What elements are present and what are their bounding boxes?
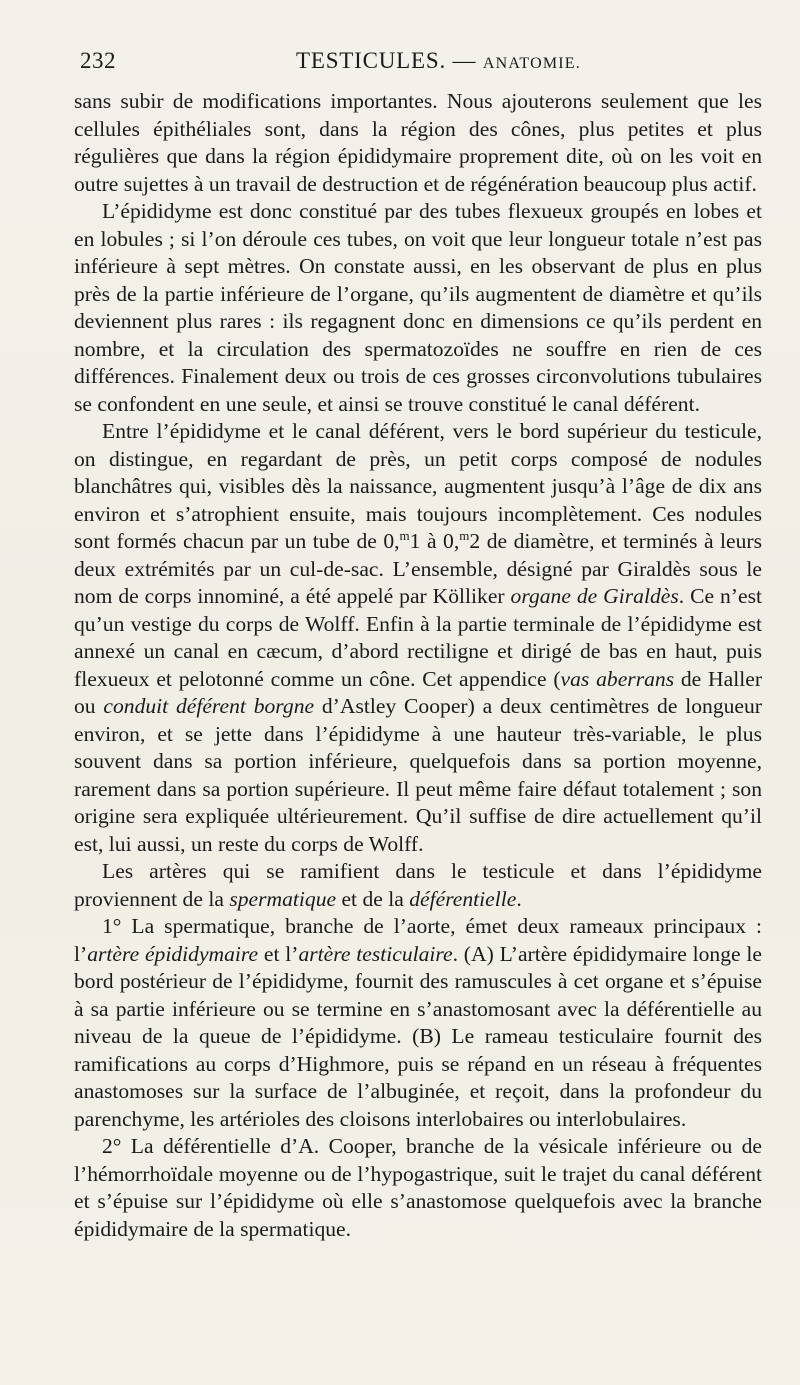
paragraph [74, 88, 762, 198]
page-header [74, 48, 764, 82]
text-run: . [516, 886, 522, 911]
italic-term: vas aberrans [560, 666, 675, 691]
running-title-dash: — [446, 48, 483, 73]
text-run: Les artères qui se ramifient dans le testicule et dans l’épididyme proviennent de la [74, 859, 762, 911]
superscript: m [459, 527, 470, 543]
italic-term: déférentielle [409, 886, 517, 911]
text-run: 1° La spermatique, branche de l’aorte, émet deux rameaux principaux : l’ [74, 914, 762, 966]
paragraph [74, 1133, 762, 1243]
superscript: m [399, 527, 410, 543]
text-run: . Ce n’est qu’un vestige du corps de Wolff. Enfin à la partie terminale de l’épididyme est annexé un canal en cæcum, d’abord rectiligne et dirigé de bas en haut, puis flexueux et pelotonné comme un cône. Cet appendice ( [74, 584, 762, 691]
paragraph [74, 858, 762, 913]
text-run: L’épididyme est donc constitué par des tubes flexueux groupés en lobes et en lobules ; si l’on déroule ces tubes, on voit que leur longueur totale n’est pas inférieure à sept mètres. On constate aussi, en les observant de plus en plus près de la partie inférieure de l’organe, qu’ils augmentent de diamètre et qu’ils deviennent plus rares : ils regagnent donc en dimensions ce qu’ils perdent en nombre, et la circulation des spermatozoïdes ne souffre en rien de ces différences. Finalement deux ou trois de ces grosses circonvolutions tubulaires se confondent en une seule, et ainsi se trouve constitué le canal déférent. [74, 199, 762, 416]
text-run: d’Astley Cooper) a deux centimètres de longueur environ, et se jette dans l’épididyme à une hauteur très-variable, le plus souvent dans sa portion inférieure, quelquefois dans sa portion moyenne, rarement dans sa portion supérieure. Il peut même faire défaut totalement ; son origine sera expliquée ultérieurement. Qu’il suffise de dire actuellement qu’il est, lui aussi, un reste du corps de Wolff. [74, 694, 762, 856]
italic-term: spermatique [229, 886, 337, 911]
text-run: 1 à 0, [409, 529, 460, 553]
running-title-section: ANATOMIE. [482, 55, 581, 72]
paragraph [74, 198, 762, 418]
text-run: 2° La déférentielle d’A. Cooper, branche de la vésicale inférieure ou de l’hémorrhoïdale moyenne ou de l’hypogastrique, suit le trajet du canal déférent et s’épuise sur l’épididyme où elle s’anastomose quelquefois avec la branche épididymaire de la spermatique. [74, 1134, 762, 1241]
text-run: de Haller ou [74, 666, 763, 718]
running-title-main: TESTICULES. [296, 48, 446, 73]
text-run: sans subir de modifications importantes. Nous ajouterons seulement que les cellules épithéliales sont, dans la région des cônes, plus petites et plus régulières que dans la région épididymaire proprement dite, où on les voit en outre sujettes à un travail de destruction et de régénération beaucoup plus actif. [74, 89, 762, 196]
paragraph [74, 418, 762, 858]
text-run: et de la [336, 886, 410, 911]
italic-term: organe de Giraldès [510, 584, 679, 608]
italic-term: artère testiculaire [298, 941, 453, 966]
italic-term: conduit déférent borgne [103, 694, 315, 718]
running-title [296, 48, 581, 74]
text-run: Entre l’épididyme et le canal déférent, vers le bord supérieur du testicule, on distingue, en regardant de près, un petit corps composé de nodules blanchâtres qui, visibles dès la naissance, augmentent jusqu’à l’âge de dix ans environ et s’atrophient ensuite, mais toujours incomplètement. Ces nodules sont formés chacun par un tube de 0, [74, 419, 762, 553]
text-run: . (A) L’artère épididymaire longe le bord postérieur de l’épididyme, fournit des ramuscules à cet organe et s’épuise à sa partie inférieure ou se termine en s’anastomosant avec la déférentielle au niveau de la queue de l’épididyme. (B) Le rameau testiculaire fournit des ramifications au corps d’Highmore, puis se répand en un réseau à fréquentes anastomoses sur la surface de l’albuginée, et reçoit, dans la profondeur du parenchyme, les artérioles des cloisons interlobaires ou interlobulaires. [74, 941, 762, 1131]
paragraph [74, 913, 762, 1133]
text-run: et l’ [258, 941, 299, 966]
body-text [74, 88, 762, 1243]
text-run: 2 de diamètre, et terminés à leurs deux extrémités par un cul-de-sac. L’ensemble, désigné par Giraldès sous le nom de corps innominé, a été appelé par Kölliker [74, 529, 763, 608]
page-number: 232 [80, 48, 116, 73]
italic-term: artère épididymaire [87, 941, 259, 966]
